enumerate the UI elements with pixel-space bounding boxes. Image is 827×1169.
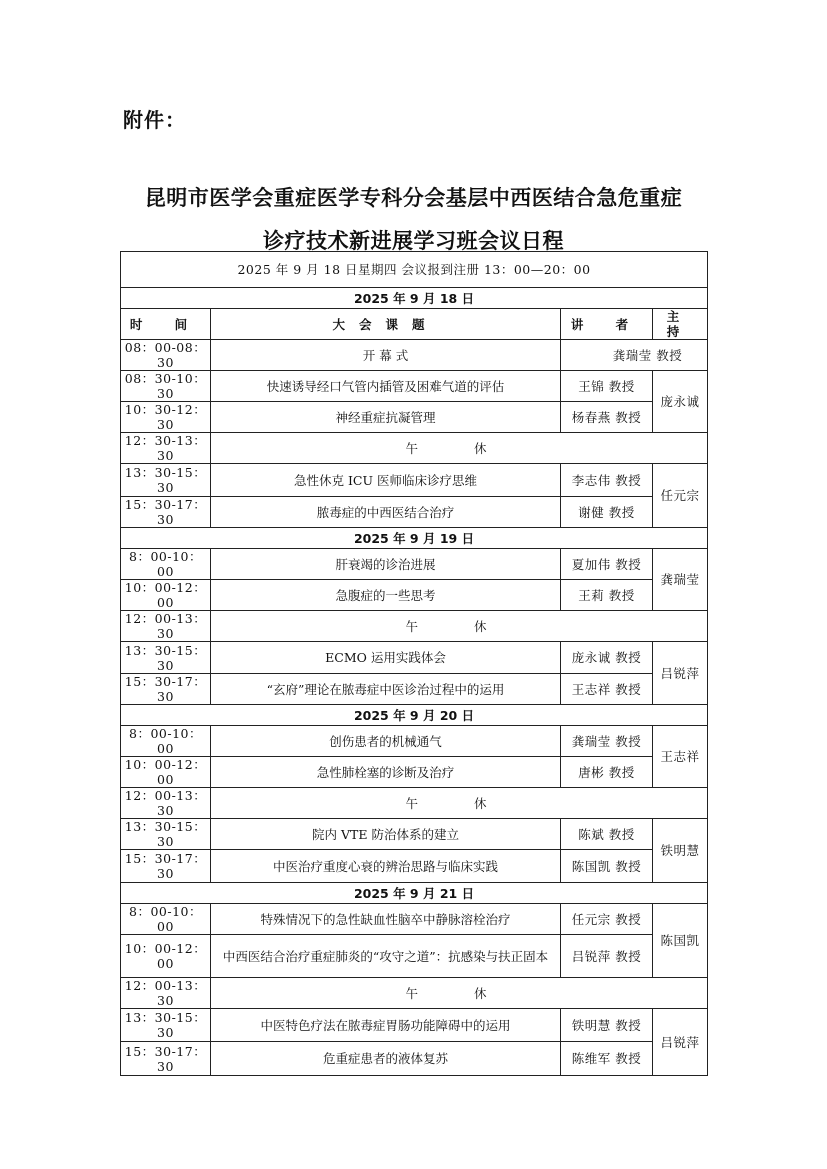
table-row <box>121 674 708 705</box>
header-topic: 大会课题 <box>211 309 561 340</box>
session-speaker: 李志伟 教授 <box>561 464 653 497</box>
header-host: 主 持 <box>653 309 708 340</box>
session-topic: 急腹症的一些思考 <box>211 580 561 611</box>
session-topic: 肝衰竭的诊治进展 <box>211 549 561 580</box>
session-topic: ECMO 运用实践体会 <box>211 642 561 674</box>
session-speaker: 王志祥 教授 <box>561 674 653 705</box>
session-time: 10：00-12：00 <box>121 757 211 788</box>
session-time: 8：00-10：00 <box>121 904 211 935</box>
session-topic: 急性肺栓塞的诊断及治疗 <box>211 757 561 788</box>
attachment-label: 附件： <box>123 108 186 132</box>
session-host: 吕锐萍 <box>653 642 708 705</box>
session-time: 15：30-17：30 <box>121 497 211 528</box>
session-speaker: 任元宗 教授 <box>561 904 653 935</box>
session-time: 10：00-12：00 <box>121 580 211 611</box>
session-time: 10：00-12：00 <box>121 935 211 978</box>
table-row <box>121 819 708 850</box>
lunch-break: 午 休 <box>211 788 708 819</box>
session-host: 铁明慧 <box>653 819 708 883</box>
session-host: 任元宗 <box>653 464 708 528</box>
session-topic: 急性休克 ICU 医师临床诊疗思维 <box>211 464 561 497</box>
session-time: 13：30-15：30 <box>121 819 211 850</box>
table-row <box>121 497 708 528</box>
document-title-line2: 诊疗技术新进展学习班会议日程 <box>263 229 564 253</box>
session-time: 13：30-15：30 <box>121 1009 211 1042</box>
session-host: 龚瑞莹 <box>653 549 708 611</box>
session-topic: 中西医结合治疗重症肺炎的“攻守之道”：抗感染与扶正固本 <box>211 935 561 978</box>
table-row <box>121 642 708 674</box>
session-topic: 院内 VTE 防治体系的建立 <box>211 819 561 850</box>
session-time: 08：00-08：30 <box>121 340 211 371</box>
header-time: 时 间 <box>121 309 211 340</box>
session-speaker: 龚瑞莹 教授 <box>561 726 653 757</box>
session-host: 吕锐萍 <box>653 1009 708 1076</box>
break-row <box>121 788 708 819</box>
session-topic: “玄府”理论在脓毒症中医诊治过程中的运用 <box>211 674 561 705</box>
session-speaker: 谢健 教授 <box>561 497 653 528</box>
table-row <box>121 549 708 580</box>
session-topic: 创伤患者的机械通气 <box>211 726 561 757</box>
session-speaker: 王莉 教授 <box>561 580 653 611</box>
session-time: 15：30-17：30 <box>121 674 211 705</box>
day-header-row <box>121 883 708 904</box>
session-time: 08：30-10：30 <box>121 371 211 402</box>
session-speaker: 王锦 教授 <box>561 371 653 402</box>
session-speaker: 铁明慧 教授 <box>561 1009 653 1042</box>
registration-text: 2025 年 9 月 18 日星期四 会议报到注册 13：00—20：00 <box>121 252 708 288</box>
day-date: 2025 年 9 月 21 日 <box>121 883 708 904</box>
table-row <box>121 371 708 402</box>
session-speaker: 陈斌 教授 <box>561 819 653 850</box>
table-row <box>121 340 708 371</box>
day-date: 2025 年 9 月 20 日 <box>121 705 708 726</box>
session-time: 12：30-13：30 <box>121 433 211 464</box>
session-topic: 快速诱导经口气管内插管及困难气道的评估 <box>211 371 561 402</box>
session-time: 15：30-17：30 <box>121 850 211 883</box>
registration-row <box>121 252 708 288</box>
session-speaker: 杨春燕 教授 <box>561 402 653 433</box>
table-row <box>121 580 708 611</box>
column-header-row <box>121 309 708 340</box>
table-row <box>121 1042 708 1076</box>
session-time: 8：00-10：00 <box>121 726 211 757</box>
table-row <box>121 402 708 433</box>
session-topic: 中医特色疗法在脓毒症胃肠功能障碍中的运用 <box>211 1009 561 1042</box>
session-topic: 危重症患者的液体复苏 <box>211 1042 561 1076</box>
table-row <box>121 464 708 497</box>
session-speaker: 唐彬 教授 <box>561 757 653 788</box>
break-row <box>121 978 708 1009</box>
session-time: 10：30-12：30 <box>121 402 211 433</box>
document-title-line1: 昆明市医学会重症医学专科分会基层中西医结合急危重症 <box>144 186 683 210</box>
day-header-row <box>121 528 708 549</box>
session-speaker: 吕锐萍 教授 <box>561 935 653 978</box>
session-topic: 中医治疗重度心衰的辨治思路与临床实践 <box>211 850 561 883</box>
session-speaker: 陈国凯 教授 <box>561 850 653 883</box>
table-row <box>121 757 708 788</box>
session-time: 12：00-13：30 <box>121 611 211 642</box>
session-speaker: 庞永诚 教授 <box>561 642 653 674</box>
session-speaker: 龚瑞莹 教授 <box>561 340 708 371</box>
lunch-break: 午 休 <box>211 433 708 464</box>
session-topic: 神经重症抗凝管理 <box>211 402 561 433</box>
break-row <box>121 611 708 642</box>
session-host: 王志祥 <box>653 726 708 788</box>
table-row <box>121 935 708 978</box>
session-speaker: 陈维军 教授 <box>561 1042 653 1076</box>
session-time: 13：30-15：30 <box>121 464 211 497</box>
session-time: 15：30-17：30 <box>121 1042 211 1076</box>
schedule-table <box>120 251 708 1076</box>
session-host: 陈国凯 <box>653 904 708 978</box>
session-topic: 特殊情况下的急性缺血性脑卒中静脉溶栓治疗 <box>211 904 561 935</box>
session-speaker: 夏加伟 教授 <box>561 549 653 580</box>
day-header-row <box>121 288 708 309</box>
session-topic: 脓毒症的中西医结合治疗 <box>211 497 561 528</box>
break-row <box>121 433 708 464</box>
day-date: 2025 年 9 月 19 日 <box>121 528 708 549</box>
day-header-row <box>121 705 708 726</box>
table-row <box>121 904 708 935</box>
session-host: 庞永诚 <box>653 371 708 433</box>
lunch-break: 午 休 <box>211 978 708 1009</box>
lunch-break: 午 休 <box>211 611 708 642</box>
session-time: 12：00-13：30 <box>121 788 211 819</box>
day-date: 2025 年 9 月 18 日 <box>121 288 708 309</box>
session-time: 13：30-15：30 <box>121 642 211 674</box>
table-row <box>121 1009 708 1042</box>
table-row <box>121 850 708 883</box>
session-time: 12：00-13：30 <box>121 978 211 1009</box>
table-row <box>121 726 708 757</box>
session-topic: 开 幕 式 <box>211 340 561 371</box>
header-speaker: 讲 者 <box>561 309 653 340</box>
session-time: 8：00-10：00 <box>121 549 211 580</box>
